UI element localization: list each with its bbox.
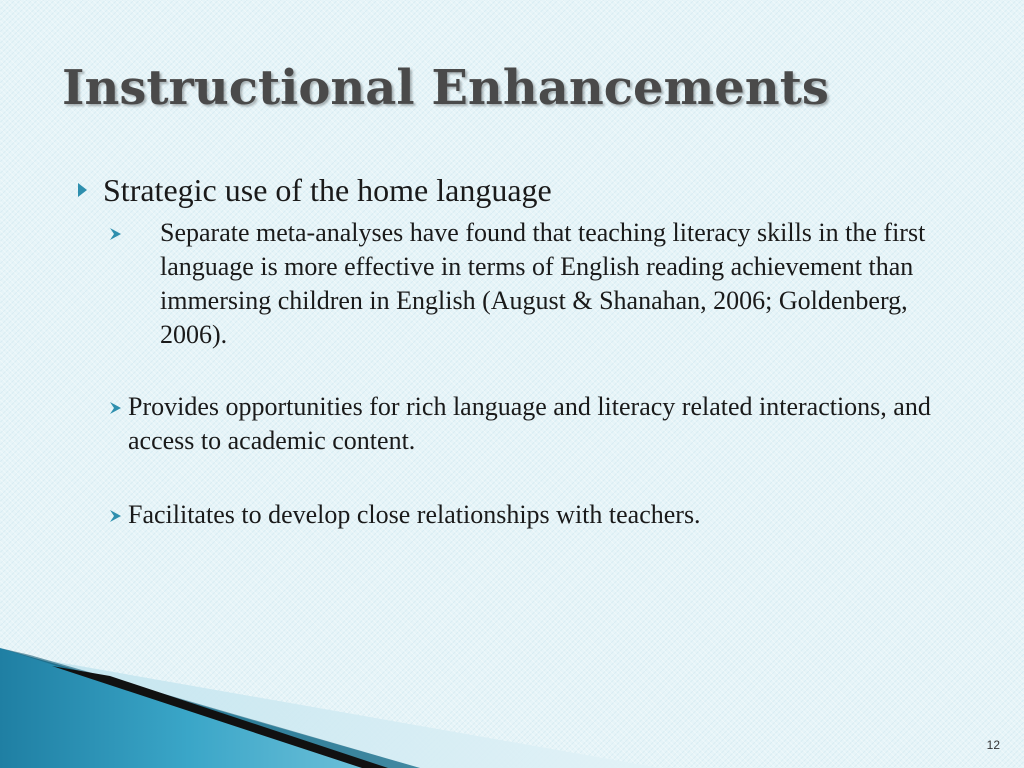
chevron-arrow-icon bbox=[106, 216, 128, 250]
slide-title: Instructional Enhancements bbox=[62, 60, 829, 116]
bullet-level1 bbox=[78, 168, 958, 212]
bullet-text: Strategic use of the home language bbox=[103, 172, 552, 208]
sub-bullet-item bbox=[106, 498, 958, 532]
sub-bullet-text: Provides opportunities for rich language and literacy related interactions, and access to academic content. bbox=[128, 392, 931, 455]
sub-bullet-text: Separate meta-analyses have found that teaching literacy skills in the first language is more effective in terms of English reading achievement than immersing children in English (August & Shanahan, 2006; Goldenberg, 2006). bbox=[160, 218, 926, 349]
chevron-arrow-icon bbox=[106, 498, 128, 532]
page-number: 12 bbox=[986, 738, 1000, 752]
triangle-arrow-icon bbox=[78, 183, 87, 197]
sub-bullet-text: Facilitates to develop close relationships with teachers. bbox=[128, 500, 701, 529]
sub-bullet-list bbox=[106, 216, 958, 532]
chevron-arrow-icon bbox=[106, 390, 128, 424]
slide-content bbox=[78, 168, 958, 572]
sub-bullet-item bbox=[106, 390, 958, 458]
sub-bullet-item bbox=[106, 216, 958, 352]
